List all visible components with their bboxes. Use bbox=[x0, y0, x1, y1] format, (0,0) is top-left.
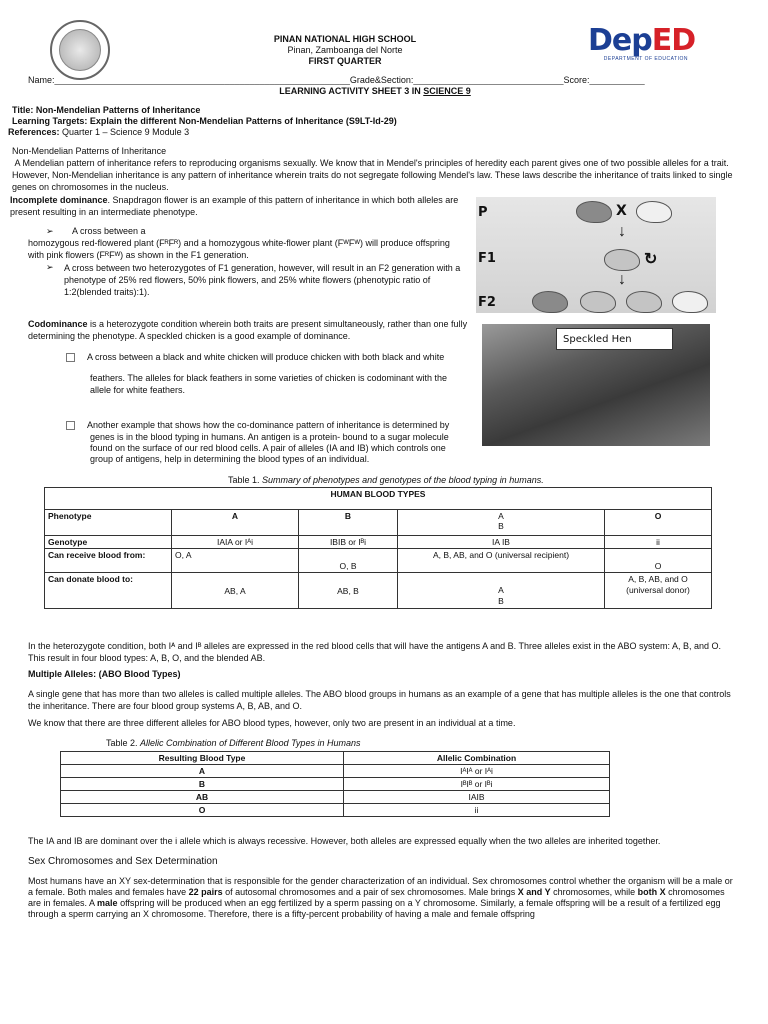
table-cell: B bbox=[61, 778, 344, 791]
references-label: References: bbox=[8, 127, 60, 137]
learning-targets: Learning Targets: Explain the different Non-Mendelian Patterns of Inheritance (S9LT-Id-29) bbox=[12, 116, 397, 126]
section-heading-non-mendelian: Non-Mendelian Patterns of Inheritance bbox=[12, 146, 167, 156]
table-cell: AB bbox=[61, 791, 344, 804]
table-row bbox=[45, 510, 712, 536]
fig-label-f1: F1 bbox=[478, 251, 496, 266]
f2-red-flower-icon bbox=[532, 291, 568, 313]
table-cell: O, A bbox=[172, 549, 299, 573]
references-value: Quarter 1 – Science 9 Module 3 bbox=[59, 127, 190, 137]
table1-caption-num: Table 1. bbox=[228, 475, 263, 485]
table-cell: A bbox=[61, 765, 344, 778]
deped-logo-sub: DEPARTMENT OF EDUCATION bbox=[603, 56, 688, 62]
table-cell: IBIB or Iᴮi bbox=[299, 536, 398, 549]
intro-paragraph bbox=[12, 157, 734, 193]
speckled-hen-label: Speckled Hen bbox=[556, 328, 673, 350]
table-cell: B bbox=[299, 510, 398, 536]
sheet-title-text: LEARNING ACTIVITY SHEET 3 IN bbox=[279, 86, 424, 96]
item2-lead: Another example that shows how the co-dominance pattern of inheritance is determined by bbox=[87, 420, 450, 430]
multiple-alleles-heading: Multiple Alleles: (ABO Blood Types) bbox=[28, 669, 181, 679]
dominant-note: The IA and IB are dominant over the i allele which is always recessive. However, both alleles are expressed equally when the two alleles are inherited together. bbox=[28, 836, 661, 846]
table2-caption-text: Allelic Combination of Different Blood Types in Humans bbox=[140, 738, 361, 748]
item1-lead: A cross between a black and white chicken will produce chicken with both black and white bbox=[87, 352, 445, 362]
table-cell: AB, A bbox=[172, 573, 299, 609]
table-row bbox=[61, 804, 610, 817]
table-cell: IᴮIᴮ or Iᴮi bbox=[344, 778, 610, 791]
sex-text-7: chromosomes are in females. A bbox=[28, 887, 725, 908]
deped-logo-dep: Dep bbox=[588, 23, 652, 58]
sex-text-22-pairs: 22 pairs bbox=[188, 887, 223, 897]
codominance-paragraph bbox=[28, 318, 468, 342]
table-cell: Genotype bbox=[45, 536, 172, 549]
fig-label-f2: F2 bbox=[478, 295, 496, 310]
table-cell: IAIB bbox=[344, 791, 610, 804]
table-cell: IAIA or Iᴬi bbox=[172, 536, 299, 549]
arrow-down-icon-2: ↓ bbox=[618, 271, 626, 288]
bullet2-text: A cross between two heterozygotes of F1 generation, however, will result in an F2 generation with a phenotype of 25% red flowers, 50% pink flowers, and 25% white flowers (phenotypic ratio of 1:2(blended traits):1). bbox=[64, 263, 461, 297]
codominance-item-1 bbox=[66, 352, 466, 362]
incomplete-term: Incomplete dominance bbox=[10, 195, 108, 205]
checkbox-icon-2 bbox=[66, 421, 75, 430]
sex-text-x-and-y: X and Y bbox=[517, 887, 551, 897]
item2-text: genes is in the blood typing in humans. An antigen is a protein- bound to a sugar molecule found on the surface of our red blood cells. A pair of alleles (IA and IB) which controls one group of antigens, help in determining the blood types of an individual. bbox=[90, 432, 449, 464]
table-cell: Can donate blood to: bbox=[45, 573, 172, 609]
references bbox=[8, 127, 189, 137]
arrow-down-icon: ↓ bbox=[618, 223, 626, 240]
table-cell: ii bbox=[344, 804, 610, 817]
table-row bbox=[61, 778, 610, 791]
table-cell: ii bbox=[605, 536, 712, 549]
sex-chromosomes-heading: Sex Chromosomes and Sex Determination bbox=[28, 856, 218, 867]
bullet-arrow-2: ➢ bbox=[46, 262, 54, 272]
intro-text: A Mendelian pattern of inheritance refers to reproducing organisms sexually. We know that in Mendel's principles of heredity each parent gives one of two possible alleles for a trait. However, Non-Mendelian inheritance is any pattern of inheritance wherein traits do not segregate following Mendel's law. These laws describe the inheritance of traits linked to single genes on chromosomes in the nucleus. bbox=[12, 158, 733, 192]
fig-label-p: P bbox=[478, 205, 488, 220]
table1-heading: HUMAN BLOOD TYPES bbox=[45, 488, 712, 510]
heterozygote-paragraph: In the heterozygote condition, both Iᴬ and Iᴮ alleles are expressed in the red blood cells that will have the antigens A and B. Three alleles exist in the ABO system: A, B, and O. This result in four blood types: A, B, O, and the blended AB. bbox=[28, 641, 722, 663]
table-row bbox=[61, 765, 610, 778]
sex-text-male: male bbox=[97, 898, 118, 908]
school-address: Pinan, Zamboanga del Norte bbox=[287, 45, 403, 55]
table-cell: O bbox=[605, 549, 712, 573]
table1-caption bbox=[228, 475, 544, 485]
deped-logo-ed: ED bbox=[651, 23, 696, 58]
snapdragon-cross-figure bbox=[476, 197, 716, 313]
f2-white-flower-icon bbox=[672, 291, 708, 313]
school-name: PINAN NATIONAL HIGH SCHOOL bbox=[273, 34, 417, 44]
speckled-hen-photo bbox=[482, 324, 710, 446]
pink-flower-icon bbox=[604, 249, 640, 271]
activity-title: Title: Non-Mendelian Patterns of Inheritance bbox=[12, 105, 201, 115]
bullet1-text: homozygous red-flowered plant (FᴿFᴿ) and a homozygous white-flower plant (FᵂFᵂ) will produce offspring with pink flowers (FᴿFᵂ) as shown in the F1 generation. bbox=[28, 238, 450, 260]
table-row bbox=[61, 791, 610, 804]
sex-text-5: chromosomes, while bbox=[550, 887, 638, 897]
item1-text: feathers. The alleles for black feathers in some varieties of chicken is codominant with the allele for white feathers. bbox=[90, 373, 448, 395]
quarter-label: FIRST QUARTER bbox=[308, 56, 382, 66]
table-row bbox=[45, 573, 712, 609]
incomplete-text: . Snapdragon flower is an example of this pattern of inheritance in which both alleles are present resulting in an intermediate phenotype. bbox=[10, 195, 459, 217]
table-cell: O bbox=[61, 804, 344, 817]
table-cell: O bbox=[605, 510, 712, 536]
sex-chromosomes-paragraph bbox=[28, 876, 740, 920]
three-alleles-text: We know that there are three different alleles for ABO blood types, however, only two are present in an individual at a time. bbox=[28, 718, 516, 728]
sheet-title bbox=[100, 86, 650, 96]
table1-caption-text: Summary of phenotypes and genotypes of the blood typing in humans. bbox=[262, 475, 544, 485]
codominance-item-2 bbox=[66, 420, 466, 430]
sex-text-both-x: both X bbox=[637, 887, 666, 897]
incomplete-dominance-paragraph bbox=[10, 194, 470, 218]
table-row bbox=[45, 536, 712, 549]
table-cell: A bbox=[172, 510, 299, 536]
cross-symbol: X bbox=[616, 203, 627, 219]
f2-pink-flower-icon bbox=[580, 291, 616, 313]
codominance-text: is a heterozygote condition wherein both traits are present simultaneously, rather than one fully determining the phenotype. A speckled chicken is a good example of dominance. bbox=[28, 319, 468, 341]
self-cross-arrow-icon: ↻ bbox=[644, 251, 658, 268]
sex-text-1: Most humans have an XY sex-determination that is responsible for the gender characterization of an individual. Sex chromosomes control whether the organism will be a male or a female. Both males and females have bbox=[28, 876, 733, 897]
table-cell: O, B bbox=[299, 549, 398, 573]
codominance-term: Codominance bbox=[28, 319, 88, 329]
table-cell: A B bbox=[398, 573, 605, 609]
table2-caption-num: Table 2. bbox=[106, 738, 141, 748]
sex-text-9: offspring will be produced when an egg fertilized by a sperm passing on a Y chromosome. Similarly, a female offspring will be a result of a fertilized egg through a sperm carrying an X chromosome. Therefore, there is a fifty-percent probability of having a male and female offspring bbox=[28, 898, 721, 919]
table-header-cell: Resulting Blood Type bbox=[61, 752, 344, 765]
blood-types-table bbox=[44, 487, 712, 609]
table-cell: Phenotype bbox=[45, 510, 172, 536]
sex-text-3: of autosomal chromosomes and a pair of sex chromosomes. Male brings bbox=[222, 887, 518, 897]
f2-pink-flower-icon-2 bbox=[626, 291, 662, 313]
white-flower-icon bbox=[636, 201, 672, 223]
table-cell: A B bbox=[398, 510, 605, 536]
table-cell: A, B, AB, and O (universal recipient) bbox=[398, 549, 605, 573]
checkbox-icon bbox=[66, 353, 75, 362]
name-line: Name:___________________________________________________________Grade&Section:______________________________Score:___________ bbox=[28, 75, 645, 85]
table-cell: IᴬIᴬ or Iᴬi bbox=[344, 765, 610, 778]
table2-caption bbox=[106, 738, 360, 748]
multiple-alleles-text: A single gene that has more than two alleles is called multiple alleles. The ABO blood groups in humans as an example of a gene that has multiple alleles is the one that controls the inheritance. There are four blood group systems A, B, AB, and O. bbox=[28, 689, 731, 711]
deped-logo bbox=[588, 23, 696, 62]
table-cell: IA IB bbox=[398, 536, 605, 549]
bullet-arrow-1: ➢ bbox=[46, 226, 54, 236]
table-cell: Can receive blood from: bbox=[45, 549, 172, 573]
red-flower-icon bbox=[576, 201, 612, 223]
school-seal bbox=[50, 20, 110, 80]
allelic-combination-table bbox=[60, 751, 610, 817]
table-row bbox=[45, 549, 712, 573]
table-cell: AB, B bbox=[299, 573, 398, 609]
table-header-cell: Allelic Combination bbox=[344, 752, 610, 765]
table-header-row bbox=[61, 752, 610, 765]
bullet1-lead: A cross between a bbox=[72, 226, 146, 236]
sheet-subject: SCIENCE 9 bbox=[423, 86, 471, 96]
table-cell: A, B, AB, and O (universal donor) bbox=[605, 573, 712, 609]
